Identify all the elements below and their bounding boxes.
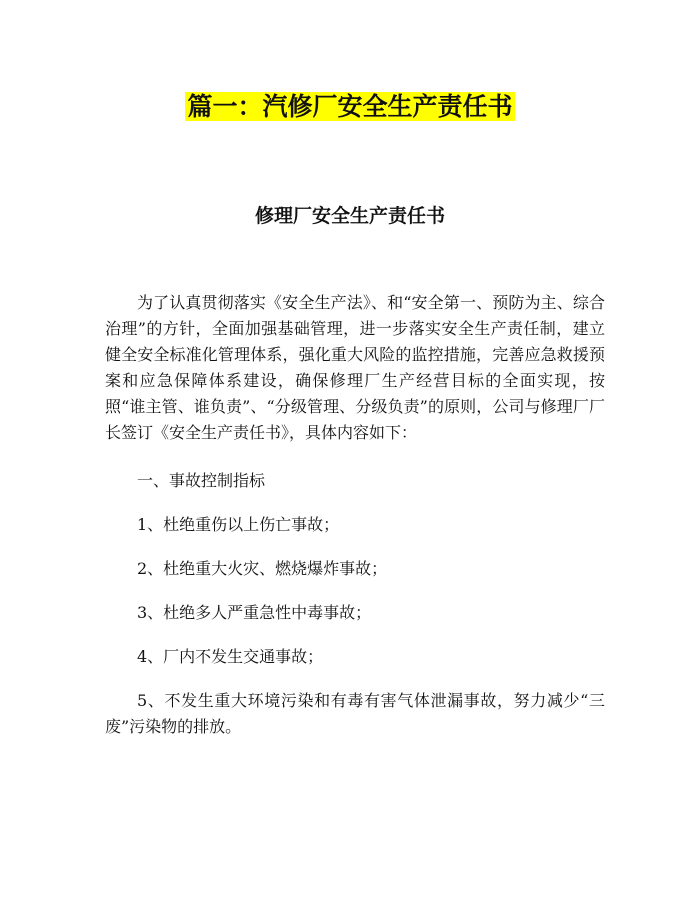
intro-paragraph: 为了认真贯彻落实《安全生产法》、和“安全第一、预防为主、综合治理”的方针，全面加强基础管理，进一步落实安全生产责任制，建立健全安全标准化管理体系，强化重大风险的监控措施，完善应急救援预案和应急保障体系建设，确保修理厂生产经营目标的全面实现，按照“谁主管、谁负责”、“分级管理、分级负责”的原则，公司与修理厂厂长签订《安全生产责任书》，具体内容如下： <box>105 293 605 442</box>
document-body <box>105 290 605 740</box>
list-item: 1、杜绝重伤以上伤亡事故； <box>137 515 340 534</box>
list-item: 5、不发生重大环境污染和有毒有害气体泄漏事故，努力减少“三废”污染物的排放。 <box>105 691 605 736</box>
highlighted-title-text: 篇一：汽修厂安全生产责任书 <box>187 92 513 121</box>
list-item: 4、厂内不发生交通事故； <box>137 647 324 666</box>
list-item: 3、杜绝多人严重急性中毒事故； <box>137 603 372 622</box>
section-heading-accident-control: 一、事故控制指标 <box>137 471 266 490</box>
list-item: 2、杜绝重大火灾、燃烧爆炸事故； <box>137 559 388 578</box>
document-title <box>0 90 700 124</box>
document-subtitle: 修理厂安全生产责任书 <box>254 205 445 227</box>
